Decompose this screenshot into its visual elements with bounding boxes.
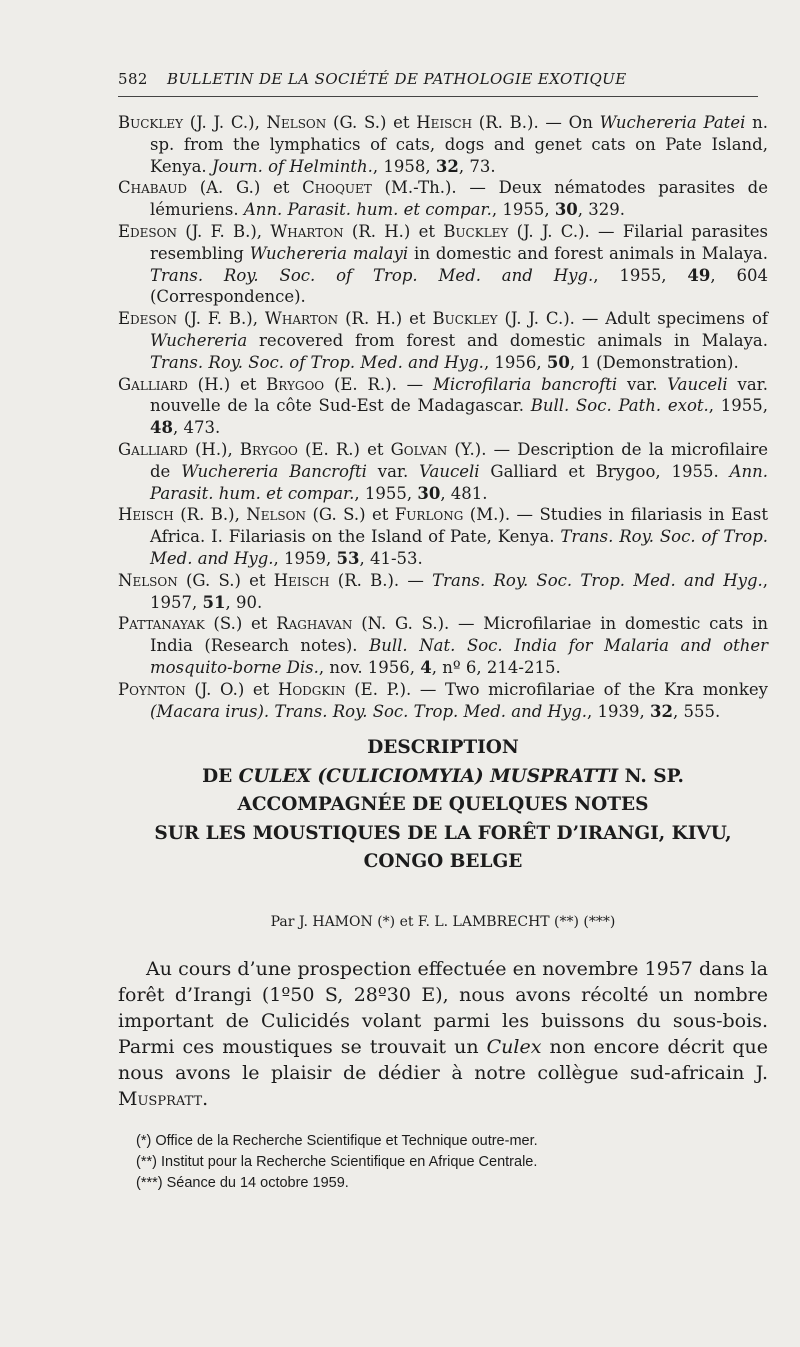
reference-item: Pattanayak (S.) et Raghavan (N. G. S.). — Microfilariae in domestic cats in India (Research notes). Bull. Nat. Soc. India for Malaria and other mosquito-borne Dis., nov. 1956, 4, nº 6, 214-215.: [118, 614, 768, 677]
reference-item: Galliard (H.), Brygoo (E. R.) et Golvan (Y.). — Description de la microfilaire de Wuchereria Bancrofti var. Vauceli Galliard et Brygoo, 1955. Ann. Parasit. hum. et compar., 1955, 30, 481.: [118, 439, 768, 503]
reference-item: Galliard (H.) et Brygoo (E. R.). — Microfilaria bancrofti var. Vauceli var. nouvelle de la côte Sud-Est de Madagascar. Bull. Soc. Path. exot., 1955, 48, 473.: [118, 374, 768, 438]
footnote: (**) Institut pour la Recherche Scientifique en Afrique Centrale.: [136, 1154, 538, 1170]
reference-item: Buckley (J. J. C.), Nelson (G. S.) et Heisch (R. B.). — On Wuchereria Patei n. sp. from the lymphatics of cats, dogs and genet cats on Pate Island, Kenya. Journ. of Helminth., 1958, 32, 73.: [118, 113, 768, 176]
title-line: CONGO BELGE: [363, 851, 523, 872]
title-line: DESCRIPTION: [367, 737, 519, 758]
body-text: [118, 956, 768, 1112]
reference-item: Edeson (J. F. B.), Wharton (R. H.) et Buckley (J. J. C.). — Filarial parasites resembling Wuchereria malayi in domestic and forest animals in Malaya. Trans. Roy. Soc. of Trop. Med. and Hyg., 1955, 49, 604 (Correspondence).: [118, 221, 768, 307]
paragraph: Au cours d’une prospection effectuée en novembre 1957 dans la forêt d’Irangi (1º50 S, 28º30 E), nous avons récolté un nombre important de Culicidés volant parmi les buissons du sous-bois. Parmi ces moustiques se trouvait un Culex non encore décrit que nous avons le plaisir de dédier à notre collègue sud-africain J. Muspratt.: [118, 958, 768, 1110]
footnotes: [136, 1131, 776, 1194]
footnote: (*) Office de la Recherche Scientifique et Technique outre-mer.: [136, 1133, 538, 1149]
reference-item: Heisch (R. B.), Nelson (G. S.) et Furlong (M.). — Studies in filariasis in East Africa. I. Filariasis on the Island of Pate, Kenya. Trans. Roy. Soc. of Trop. Med. and Hyg., 1959, 53, 41-53.: [118, 505, 768, 568]
title-line: SUR LES MOUSTIQUES DE LA FORÊT D’IRANGI, KIVU,: [154, 822, 732, 844]
reference-item: Edeson (J. F. B.), Wharton (R. H.) et Buckley (J. J. C.). — Adult specimens of Wuchereria recovered from forest and domestic animals in Malaya. Trans. Roy. Soc. of Trop. Med. and Hyg., 1956, 50, 1 (Demonstration).: [118, 309, 768, 372]
title-line: ACCOMPAGNÉE DE QUELQUES NOTES: [237, 794, 649, 815]
reference-item: Nelson (G. S.) et Heisch (R. B.). — Trans. Roy. Soc. Trop. Med. and Hyg., 1957, 51, 90.: [118, 570, 769, 612]
reference-item: Poynton (J. O.) et Hodgkin (E. P.). — Two microfilariae of the Kra monkey (Macara irus). Trans. Roy. Soc. Trop. Med. and Hyg., 1939, 32, 555.: [118, 679, 768, 721]
footnote: (***) Séance du 14 octobre 1959.: [136, 1175, 349, 1191]
byline: Par J. HAMON (*) et F. L. LAMBRECHT (**) (***): [270, 914, 616, 930]
journal-title: BULLETIN DE LA SOCIÉTÉ DE PATHOLOGIE EXOTIQUE: [167, 70, 627, 88]
reference-list: [118, 112, 768, 722]
page-number: 582: [118, 70, 148, 88]
title-line: DE CULEX (CULICIOMYIA) MUSPRATTI N. SP.: [202, 765, 684, 787]
reference-item: Chabaud (A. G.) et Choquet (M.-Th.). — Deux nématodes parasites de lémuriens. Ann. Parasit. hum. et compar., 1955, 30, 329.: [118, 178, 769, 220]
running-header: [118, 70, 758, 97]
article-title: [118, 734, 768, 877]
